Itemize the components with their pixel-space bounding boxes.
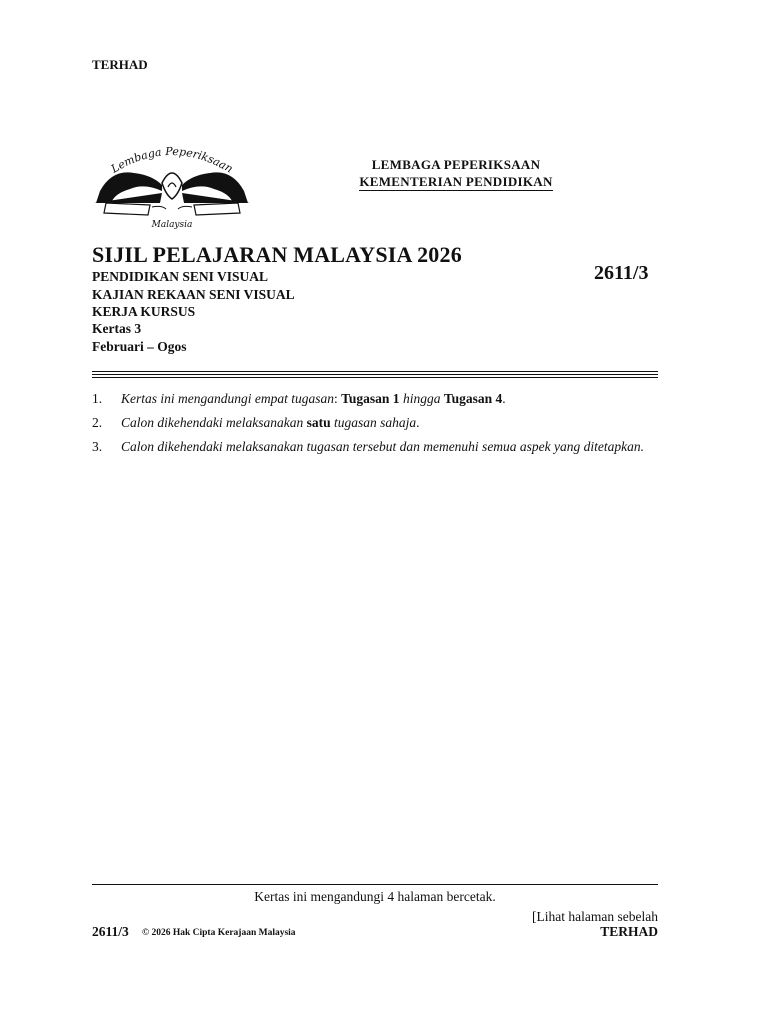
instruction-number: 3. xyxy=(92,439,103,454)
turn-over-note: [Lihat halaman sebelah xyxy=(532,909,658,924)
page-count-note: Kertas ini mengandungi 4 halaman bercetak. xyxy=(254,889,496,904)
copyright-notice: © 2026 Hak Cipta Kerajaan Malaysia xyxy=(142,928,296,938)
exam-period: Februari – Ogos xyxy=(92,339,187,354)
assessment-type: KERJA KURSUS xyxy=(92,304,196,319)
footer-rule xyxy=(92,884,658,885)
instruction-number: 2. xyxy=(92,415,103,430)
paper-code: 2611/3 xyxy=(594,262,649,284)
ministry-name: KEMENTERIAN PENDIDIKAN xyxy=(359,174,553,189)
lembaga-peperiksaan-emblem-icon xyxy=(92,143,252,231)
emblem-bottom-text: Malaysia xyxy=(151,220,193,230)
classification-header: TERHAD xyxy=(92,57,148,72)
instruction-item xyxy=(92,390,658,408)
subject-name: PENDIDIKAN SENI VISUAL xyxy=(92,269,269,284)
paper-number: Kertas 3 xyxy=(92,321,142,336)
exam-title: SIJIL PELAJARAN MALAYSIA 2026 xyxy=(92,242,462,267)
divider-rule xyxy=(92,371,658,372)
issuing-board xyxy=(342,156,570,191)
board-name: LEMBAGA PEPERIKSAAN xyxy=(371,157,541,172)
emblem-arc-text: Lembaga Peperiksaan xyxy=(108,144,236,176)
divider-rule xyxy=(92,374,658,375)
divider-rule xyxy=(92,377,658,378)
footer-paper-code: 2611/3 xyxy=(92,924,129,939)
instruction-number: 1. xyxy=(92,391,103,406)
instruction-text: Calon dikehendaki melaksanakan tugasan tersebut dan memenuhi semua aspek yang ditetapkan. xyxy=(121,439,645,454)
instruction-text: Kertas ini mengandungi empat tugasan: Tugasan 1 hingga Tugasan 4. xyxy=(121,391,506,406)
instruction-item xyxy=(92,414,658,432)
classification-footer: TERHAD xyxy=(600,924,658,939)
component-name: KAJIAN REKAAN SENI VISUAL xyxy=(92,287,295,302)
instruction-item xyxy=(92,438,658,456)
instruction-text: Calon dikehendaki melaksanakan satu tugasan sahaja. xyxy=(121,415,420,430)
